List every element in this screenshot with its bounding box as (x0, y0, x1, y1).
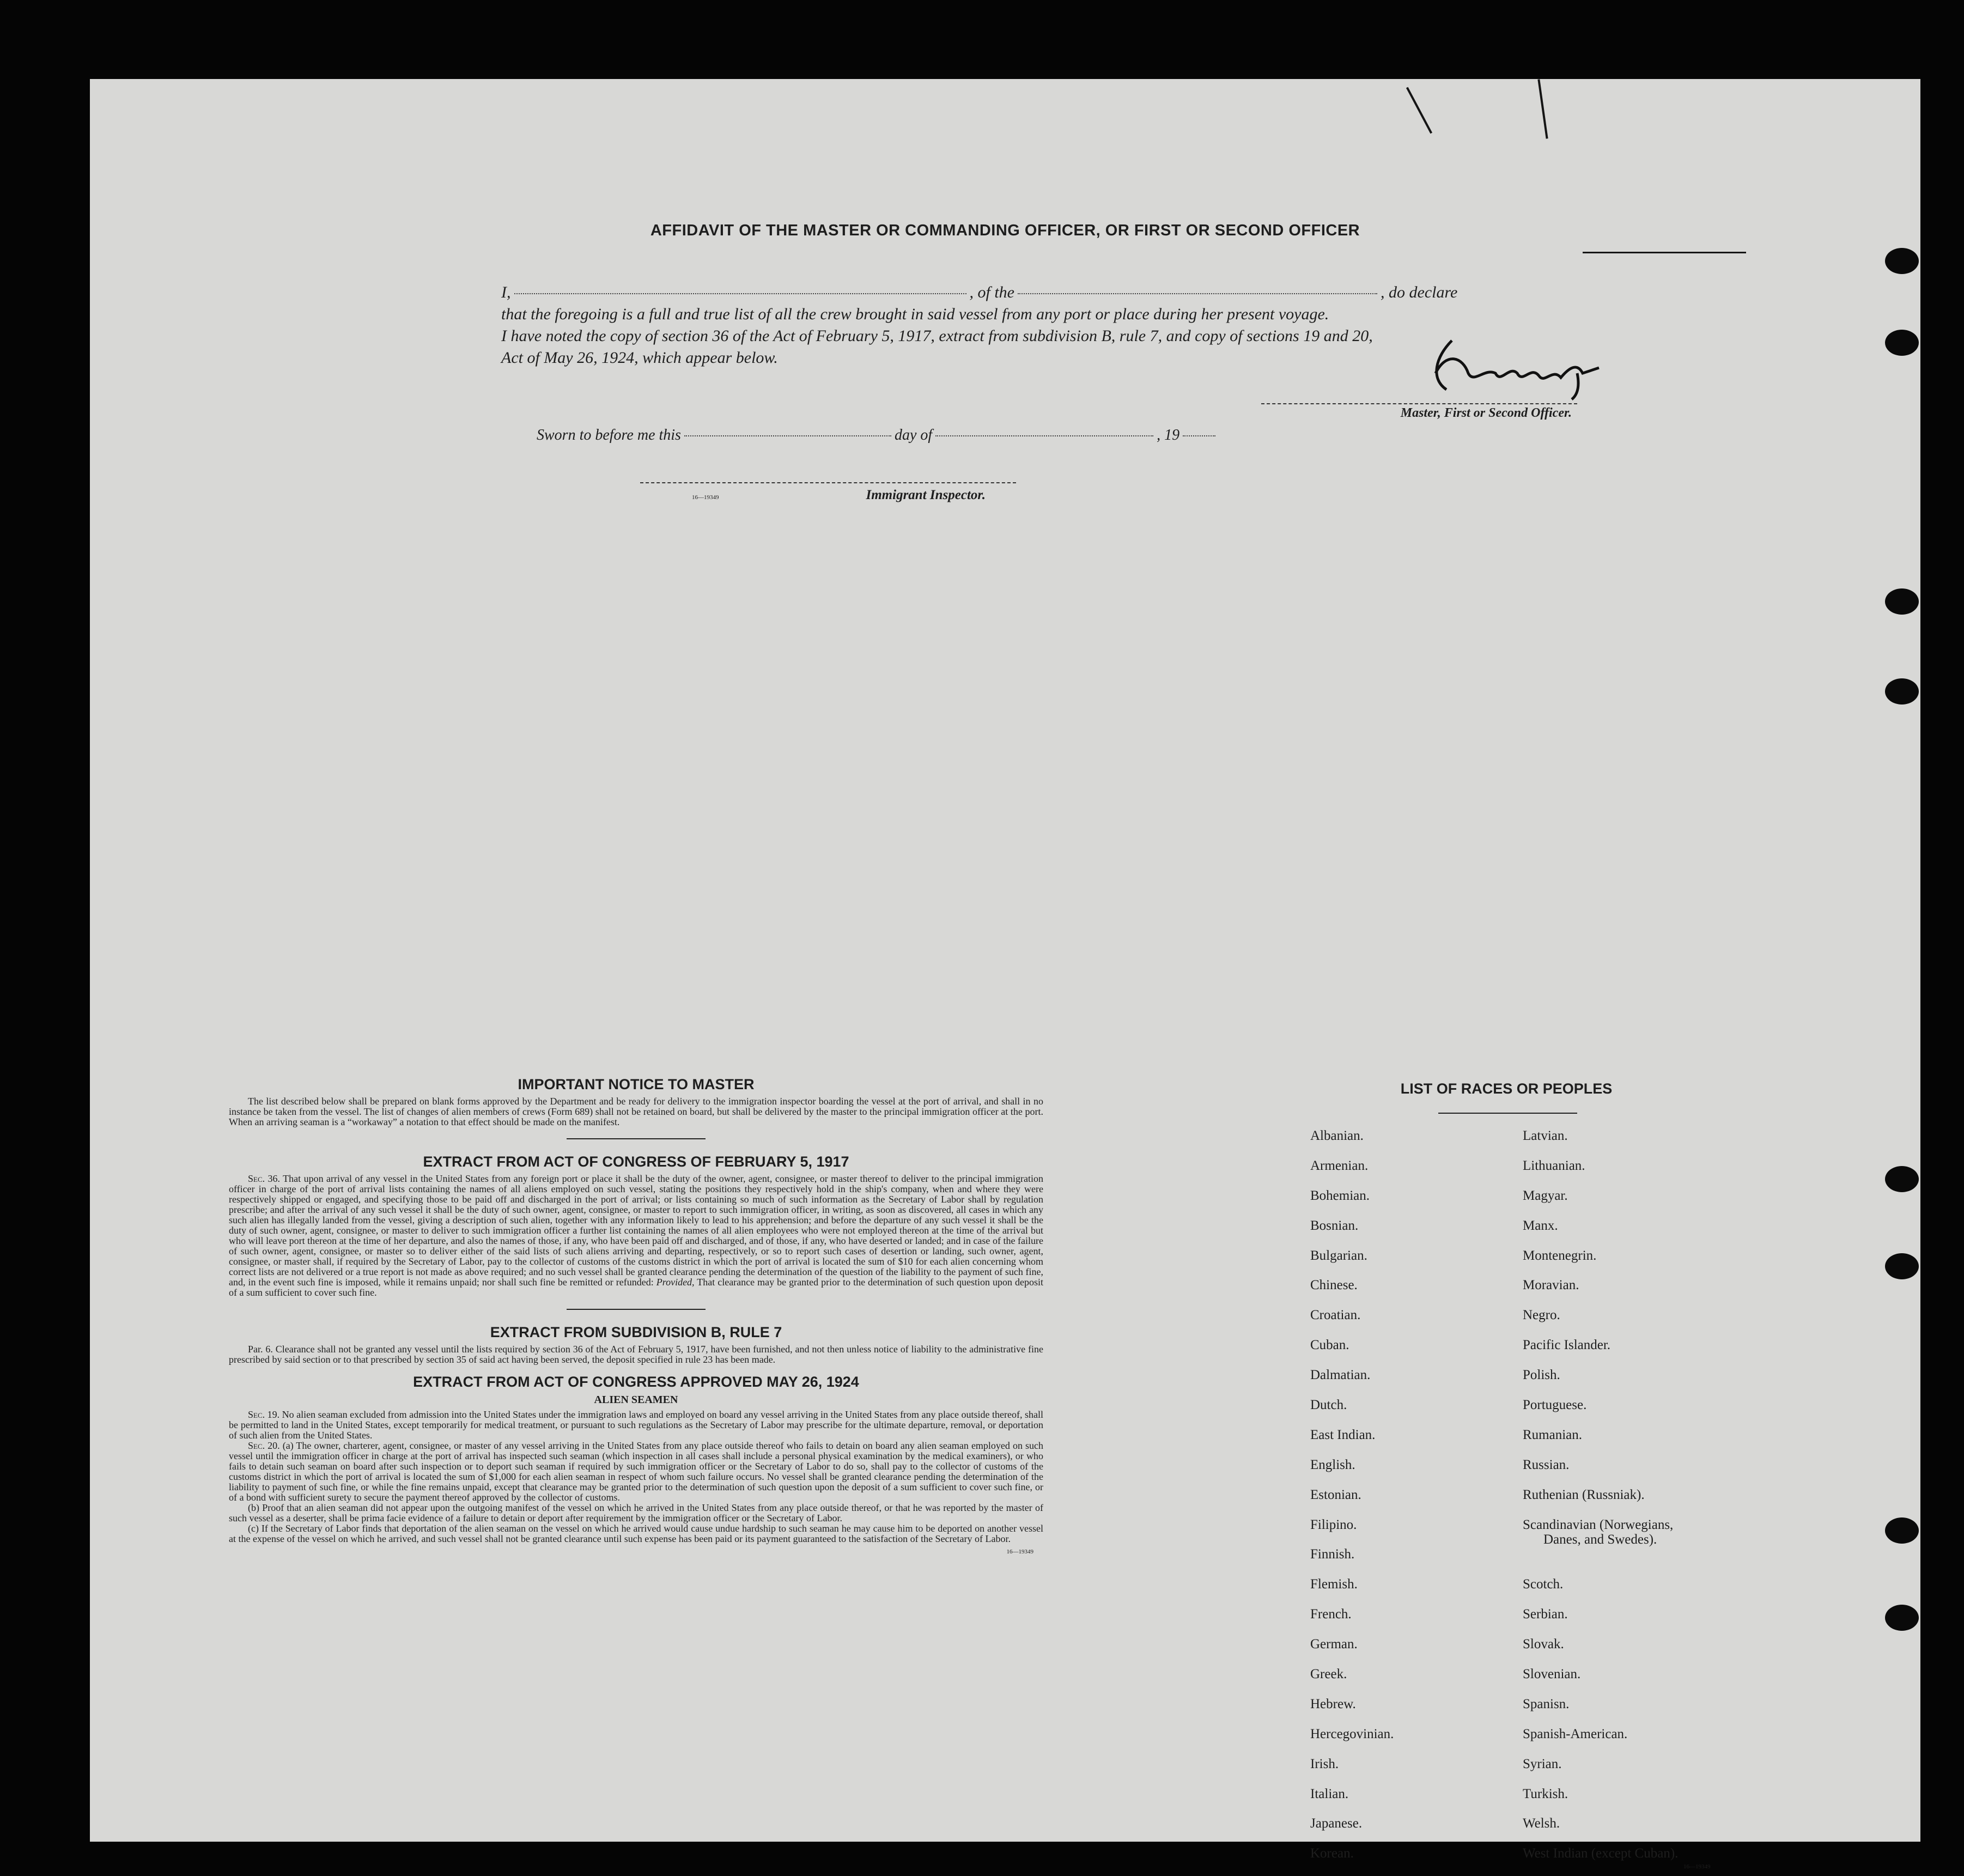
vessel-fill-line[interactable] (1018, 293, 1377, 294)
race-left: German. (1310, 1637, 1358, 1652)
extract-1924-subtitle: ALIEN SEAMEN (594, 1394, 678, 1406)
race-left: Bulgarian. (1310, 1248, 1367, 1263)
race-left: Albanian. (1310, 1128, 1364, 1143)
binder-hole (1885, 588, 1919, 615)
sworn-day-of: day of (894, 427, 933, 444)
races-title: LIST OF RACES OR PEOPLES (1400, 1080, 1613, 1097)
race-row (1310, 1846, 1757, 1876)
declaration-declare: , do declare (1381, 283, 1458, 301)
race-row (1310, 1727, 1757, 1757)
sworn-month-fill[interactable] (935, 435, 1153, 436)
race-right: Latvian. (1523, 1128, 1568, 1143)
race-row (1310, 1218, 1757, 1248)
race-left: Croatian. (1310, 1308, 1361, 1323)
extract-1917-title: EXTRACT FROM ACT OF CONGRESS OF FEBRUARY 5, 1917 (423, 1153, 849, 1170)
sec-19-text: Sec. 19. No alien seaman excluded from admission into the United States under the immigration laws and employed on board any vessel arriving in the United States from any place outside thereof, shall be permitted to land in the United States, except temporarily for medical treatment, or pursuant to such regulations as the Secretary of Labor may prescribe for the ultimate departure, removal, or deportation of such alien from the United States. (229, 1409, 1044, 1441)
form-code-footer: 16—19349 (1006, 1549, 1033, 1555)
race-right: Montenegrin. (1523, 1248, 1597, 1263)
binder-hole (1885, 330, 1919, 356)
extract-rule7-text: Par. 6. Clearance shall not be granted any vessel until the lists required by section 36 of the Act of February 5, 1917, have been furnished, and not then unless notice of liability to the administrative fine prescribed by said section or to that prescribed by section 35 of said act having been served, the deposit specified in rule 23 has been made. (229, 1344, 1043, 1365)
race-right: Russian. (1523, 1457, 1570, 1472)
extract-1917-text: Sec. 36. That upon arrival of any vessel in the United States from any foreign port or place it shall be the duty of the owner, agent, consignee, or master thereof to deliver to the principal immigration officer in charge of the port of arrival lists containing the names of all aliens employed on such vessel, stating the positions they respectively hold in the ship's company, when and where they were respectively shipped or engaged, and specifying those to be paid off and discharged in the port of arrival; or lists containing so much of such information as the Secretary of Labor shall by regulation prescribe; and after the arrival of any such vessel it shall be the duty of such owner, agent, consignee, or master to report to such immigration officer, in writing, as soon as discovered, all cases in which any such alien has illegally landed from the vessel, giving a description of such alien, together with any information likely to lead to his apprehension; and before the departure of any such vessel it shall be the duty of such owner, agent, consignee, or master to deliver to such immigration officer a further list containing the names of all alien employees who were not employed thereon at the time of the arrival but who will leave port thereon at the time of her departure, and also the names of those, if any, who have been paid off and discharged, and of those, if any, who have deserted or landed; and in case of the failure of such owner, agent, consignee, or master so to deliver either of the said lists of such aliens arriving and departing, respectively, or so to report such cases of desertion or landing, such owner, agent, consignee, or master shall, if required by the Secretary of Labor, pay to the collector of customs of the customs district in which the port of arrival is located the sum of $10 for each alien concerning whom correct lists are not delivered or a true report is not made as above required; and no such vessel shall be granted clearance pending the determination of the question of the liability to the payment of such fine, and, in the event such fine is imposed, while it remains unpaid; nor shall such fine be remitted or refunded: Provided, That clearance may be granted prior to the determination of such question upon deposit of a sum sufficient to cover such fine. (229, 1173, 1044, 1298)
race-right: Scotch. (1523, 1577, 1564, 1592)
pen-mark (1537, 79, 1548, 138)
sworn-year-prefix: , 19 (1157, 427, 1180, 444)
race-left: Finnish. (1310, 1547, 1355, 1562)
form-page (90, 79, 1920, 1870)
binder-hole (1885, 1605, 1919, 1631)
race-row (1310, 1697, 1757, 1727)
officer-signature (1414, 335, 1697, 400)
race-left: Italian. (1310, 1786, 1349, 1801)
race-right: Slovenian. (1523, 1667, 1581, 1682)
inspector-label-row (640, 488, 1016, 503)
race-right: Scandinavian (Norwegians, Danes, and Swedes). (1523, 1517, 1674, 1547)
declaration-i: I, (501, 283, 511, 301)
name-fill-line[interactable] (514, 293, 966, 294)
divider (567, 1138, 706, 1139)
extract-1924-title: EXTRACT FROM ACT OF CONGRESS APPROVED MAY 26, 1924 (413, 1374, 859, 1390)
race-left: French. (1310, 1607, 1352, 1622)
race-right: Rumanian. (1523, 1427, 1583, 1442)
race-right: Welsh. (1523, 1816, 1560, 1831)
race-row (1310, 1577, 1757, 1607)
race-left: Cuban. (1310, 1338, 1349, 1353)
declaration-of-the: , of the (969, 283, 1014, 301)
race-right: Magyar. (1523, 1188, 1568, 1203)
signature-label: Master, First or Second Officer. (1400, 406, 1572, 420)
race-right: Portuguese. (1523, 1398, 1587, 1413)
legal-extracts (229, 1076, 1043, 1555)
race-left: East Indian. (1310, 1427, 1376, 1442)
race-left: Korean. (1310, 1846, 1354, 1861)
races-list (1310, 1128, 1757, 1876)
inspector-signature-line[interactable] (640, 482, 1016, 483)
divider (567, 1309, 706, 1310)
binder-hole (1885, 1253, 1919, 1279)
race-row (1310, 1338, 1757, 1368)
binder-hole (1885, 678, 1919, 705)
race-right: Spanish-American. (1523, 1726, 1628, 1741)
sworn-prefix: Sworn to before me this (537, 427, 681, 444)
sworn-year-fill[interactable] (1183, 435, 1215, 436)
race-right: Spanisn. (1523, 1696, 1570, 1711)
race-right: Moravian. (1523, 1278, 1579, 1293)
race-row (1310, 1428, 1757, 1458)
race-row (1310, 1517, 1757, 1547)
race-row (1310, 1488, 1757, 1517)
race-left: Irish. (1310, 1756, 1339, 1771)
race-row (1310, 1278, 1757, 1308)
race-left: Flemish. (1310, 1577, 1358, 1592)
race-left: Chinese. (1310, 1278, 1358, 1293)
race-row (1310, 1607, 1757, 1637)
pen-mark (1406, 87, 1432, 134)
race-row (1310, 1667, 1757, 1697)
form-code-races: 16—19349 (1683, 1863, 1711, 1870)
race-left: Bohemian. (1310, 1188, 1370, 1203)
race-row (1310, 1188, 1757, 1218)
declaration-line-3: I have noted the copy of section 36 of the Act of February 5, 1917, extract from subdivision B, rule 7, and copy of sections 19 and 20, (501, 327, 1373, 345)
race-right: Negro. (1523, 1308, 1560, 1323)
race-right: Ruthenian (Russniak). (1523, 1487, 1645, 1502)
race-row (1310, 1637, 1757, 1667)
race-row (1310, 1368, 1757, 1398)
race-right: Syrian. (1523, 1756, 1562, 1771)
race-row (1310, 1787, 1757, 1817)
race-row (1310, 1458, 1757, 1488)
declaration-line-2: that the foregoing is a full and true list of all the crew brought in said vessel from any port or place during her present voyage. (501, 305, 1329, 323)
declaration-line-4: Act of May 26, 1924, which appear below. (501, 349, 778, 367)
race-row (1310, 1128, 1757, 1158)
sworn-day-fill[interactable] (684, 435, 891, 436)
race-row (1310, 1308, 1757, 1338)
notice-title: IMPORTANT NOTICE TO MASTER (518, 1076, 755, 1092)
binder-hole (1885, 248, 1919, 274)
race-left: Bosnian. (1310, 1218, 1359, 1233)
binder-hole (1885, 1166, 1919, 1192)
affidavit-title: AFFIDAVIT OF THE MASTER OR COMMANDING OFFICER, OR FIRST OR SECOND OFFICER (650, 222, 1360, 239)
extract-rule7-title: EXTRACT FROM SUBDIVISION B, RULE 7 (490, 1324, 782, 1340)
race-left: Estonian. (1310, 1487, 1361, 1502)
race-left: Hebrew. (1310, 1696, 1356, 1711)
form-code: 16—19349 (692, 494, 719, 501)
race-left: English. (1310, 1457, 1355, 1472)
signature-line[interactable] (1261, 403, 1577, 404)
ink-stroke (1583, 252, 1746, 253)
race-right: Serbian. (1523, 1607, 1568, 1622)
sec-20b-text: (b) Proof that an alien seaman did not appear upon the outgoing manifest of the vessel on which he arrived in the United States from any place outside thereof, or that he was reported by the master of such vessel as a deserter, shall be prima facie evidence of a failure to detain or deport after requirement by the immigration officer or the Secretary of Labor. (229, 1502, 1043, 1523)
race-left: Armenian. (1310, 1158, 1369, 1173)
sec-20a-text: Sec. 20. (a) The owner, charterer, agent, consignee, or master of any vessel arriving in the United States from any place outside thereof who fails to detain on board any alien seaman employed on such vessel until the immigration officer in charge at the port of arrival has inspected such seaman (which inspection in all cases shall include a personal physical examination by the medical examiners), or who fails to detain such seaman on board after such inspection or to deport such seaman if required by such immigration officer or the Secretary of Labor to do so, shall pay to the collector of customs of the customs district in which the port of arrival is located the sum of $1,000 for each alien seaman in respect of whom such failure occurs. No vessel shall be granted clearance pending the determination of the liability to payment of such fine, or while the fine remains unpaid, except that clearance may be granted prior to the determination of such question upon the deposit of a sum sufficient to cover such fine, or of a bond with sufficient surety to secure the payment thereof approved by the collector of customs. (229, 1440, 1044, 1503)
race-row (1310, 1158, 1757, 1188)
race-right: Turkish. (1523, 1786, 1568, 1801)
binder-hole (1885, 1517, 1919, 1544)
sworn-line (537, 427, 1408, 444)
race-right: Manx. (1523, 1218, 1558, 1233)
race-row (1310, 1248, 1757, 1278)
race-left: Greek. (1310, 1667, 1347, 1682)
race-left: Filipino. (1310, 1517, 1357, 1532)
race-right: West Indian (except Cuban). (1523, 1846, 1679, 1861)
race-left: Hercegovinian. (1310, 1726, 1394, 1741)
race-row (1310, 1816, 1757, 1846)
race-left: Dutch. (1310, 1398, 1347, 1413)
sec-20c-text: (c) If the Secretary of Labor finds that deportation of the alien seaman on the vessel on which he arrived would cause undue hardship to such seaman he may cause him to be deported on another vessel at the expense of the vessel on which he arrived, and such vessel shall not be granted clearance until such expense has been paid or its payment guaranteed to the satisfaction of the Secretary of Labor. (229, 1523, 1043, 1544)
race-row (1310, 1757, 1757, 1787)
race-right: Lithuanian. (1523, 1158, 1585, 1173)
race-left: Japanese. (1310, 1816, 1363, 1831)
notice-text: The list described below shall be prepared on blank forms approved by the Department and be ready for delivery to the immigration inspector boarding the vessel at the port of arrival, and shall in no instance be taken from the vessel. The list of changes of alien members of crews (Form 689) shall not be retained on board, but shall be delivered by the master to the principal immigration officer at the port. When an arriving seaman is a “workaway” a notation to that effect should be made on the manifest. (229, 1096, 1043, 1127)
inspector-label: Immigrant Inspector. (866, 488, 986, 502)
divider (1438, 1113, 1577, 1114)
race-left: Dalmatian. (1310, 1368, 1371, 1383)
race-right: Pacific Islander. (1523, 1338, 1611, 1353)
race-row (1310, 1547, 1757, 1577)
race-right: Polish. (1523, 1368, 1560, 1383)
race-row (1310, 1398, 1757, 1428)
race-right: Slovak. (1523, 1637, 1564, 1652)
